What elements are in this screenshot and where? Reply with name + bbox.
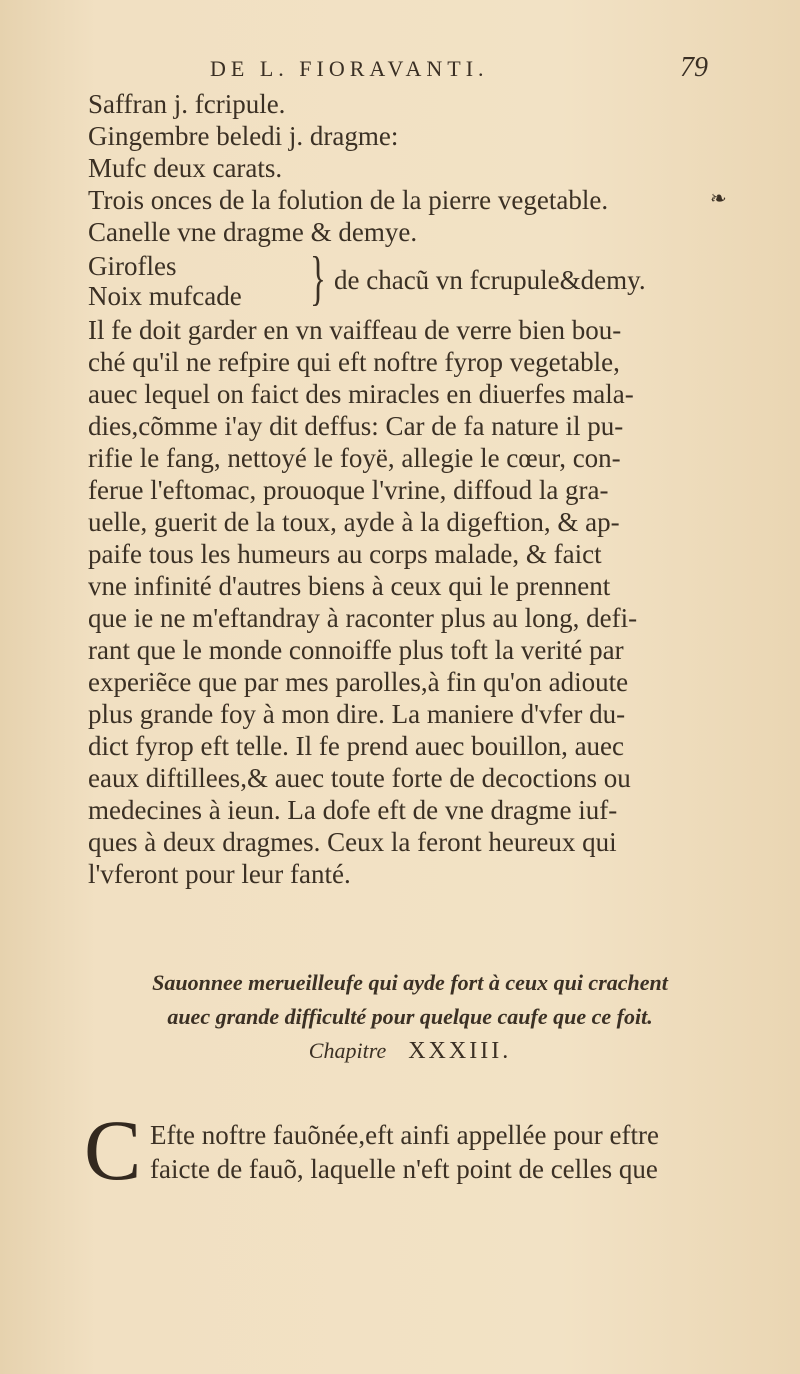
brace-text: de chacũ vn fcrupule&demy. bbox=[334, 265, 646, 295]
body-line: Il fe doit garder en vn vaiffeau de verre bien bou- bbox=[88, 315, 622, 345]
body-line: vne infinité d'autres biens à ceux qui le prennent bbox=[88, 571, 611, 601]
body-line: paife tous les humeurs au corps malade, & faict bbox=[88, 539, 602, 569]
body-line: dict fyrop eft telle. Il fe prend auec bouillon, auec bbox=[88, 731, 625, 761]
chapter-title-line: auec grande difficulté pour quelque caufe que ce foit. bbox=[167, 1004, 653, 1029]
brace-group bbox=[88, 245, 718, 314]
recipe-line: Saffran j. fcripule. bbox=[88, 89, 286, 119]
body-line: auec lequel on faict des miracles en diuerfes mala- bbox=[88, 379, 634, 409]
body-line: dies,cõmme i'ay dit deffus: Car de fa nature il pu- bbox=[88, 411, 624, 441]
body-line: ché qu'il ne refpire qui eft noftre fyrop vegetable, bbox=[88, 347, 620, 377]
recipe-line: Trois onces de la folution de la pierre vegetable. bbox=[88, 185, 609, 215]
chapter-heading bbox=[100, 966, 720, 1068]
opening-line: Efte noftre fauõnée,eft ainfi appellée pour eftre bbox=[150, 1120, 659, 1150]
brace-item: Girofles bbox=[88, 251, 177, 281]
body-line: experiẽce que par mes parolles,à fin qu'on adioute bbox=[88, 667, 629, 697]
chapter-opening bbox=[150, 1118, 730, 1186]
body-line: medecines à ieun. La dofe eft de vne dragme iuf- bbox=[88, 795, 618, 825]
page-number: 79 bbox=[680, 52, 708, 83]
body-line: plus grande foy à mon dire. La maniere d'vfer du- bbox=[88, 699, 626, 729]
body-line: ferue l'eftomac, prouoque l'vrine, diffoud la gra- bbox=[88, 475, 609, 505]
printer-mark-icon: ❧ bbox=[710, 186, 727, 210]
body-line: rant que le monde connoiffe plus toft la verité par bbox=[88, 635, 624, 665]
body-line: que ie ne m'eftandray à raconter plus au long, defi- bbox=[88, 603, 638, 633]
body-line: rifie le fang, nettoyé le foyë, allegie le cœur, con- bbox=[88, 443, 621, 473]
opening-line: faicte de fauõ, laquelle n'eft point de celles que bbox=[150, 1154, 658, 1184]
brace-item: Noix mufcade bbox=[88, 281, 242, 311]
page-header bbox=[88, 52, 720, 92]
running-head: DE L. FIORAVANTI. bbox=[210, 56, 489, 81]
chapter-label: Chapitre bbox=[308, 1038, 387, 1063]
recipe-line: Gingembre beledi j. dragme: bbox=[88, 121, 399, 151]
drop-initial: C bbox=[84, 1102, 142, 1198]
brace-icon: } bbox=[310, 245, 326, 311]
body-line: l'vferont pour leur fanté. bbox=[88, 859, 351, 889]
body-line: ques à deux dragmes. Ceux la feront heureux qui bbox=[88, 827, 617, 857]
main-text bbox=[88, 88, 718, 890]
recipe-line: Canelle vne dragme & demye. bbox=[88, 217, 418, 247]
chapter-number: XXXIII. bbox=[408, 1038, 512, 1064]
recipe-line: Mufc deux carats. bbox=[88, 153, 283, 183]
chapter-title-line: Sauonnee merueilleufe qui ayde fort à ceux qui crachent bbox=[152, 970, 668, 995]
body-line: uelle, guerit de la toux, ayde à la digeftion, & ap- bbox=[88, 507, 620, 537]
body-line: eaux diftillees,& auec toute forte de decoctions ou bbox=[88, 763, 631, 793]
